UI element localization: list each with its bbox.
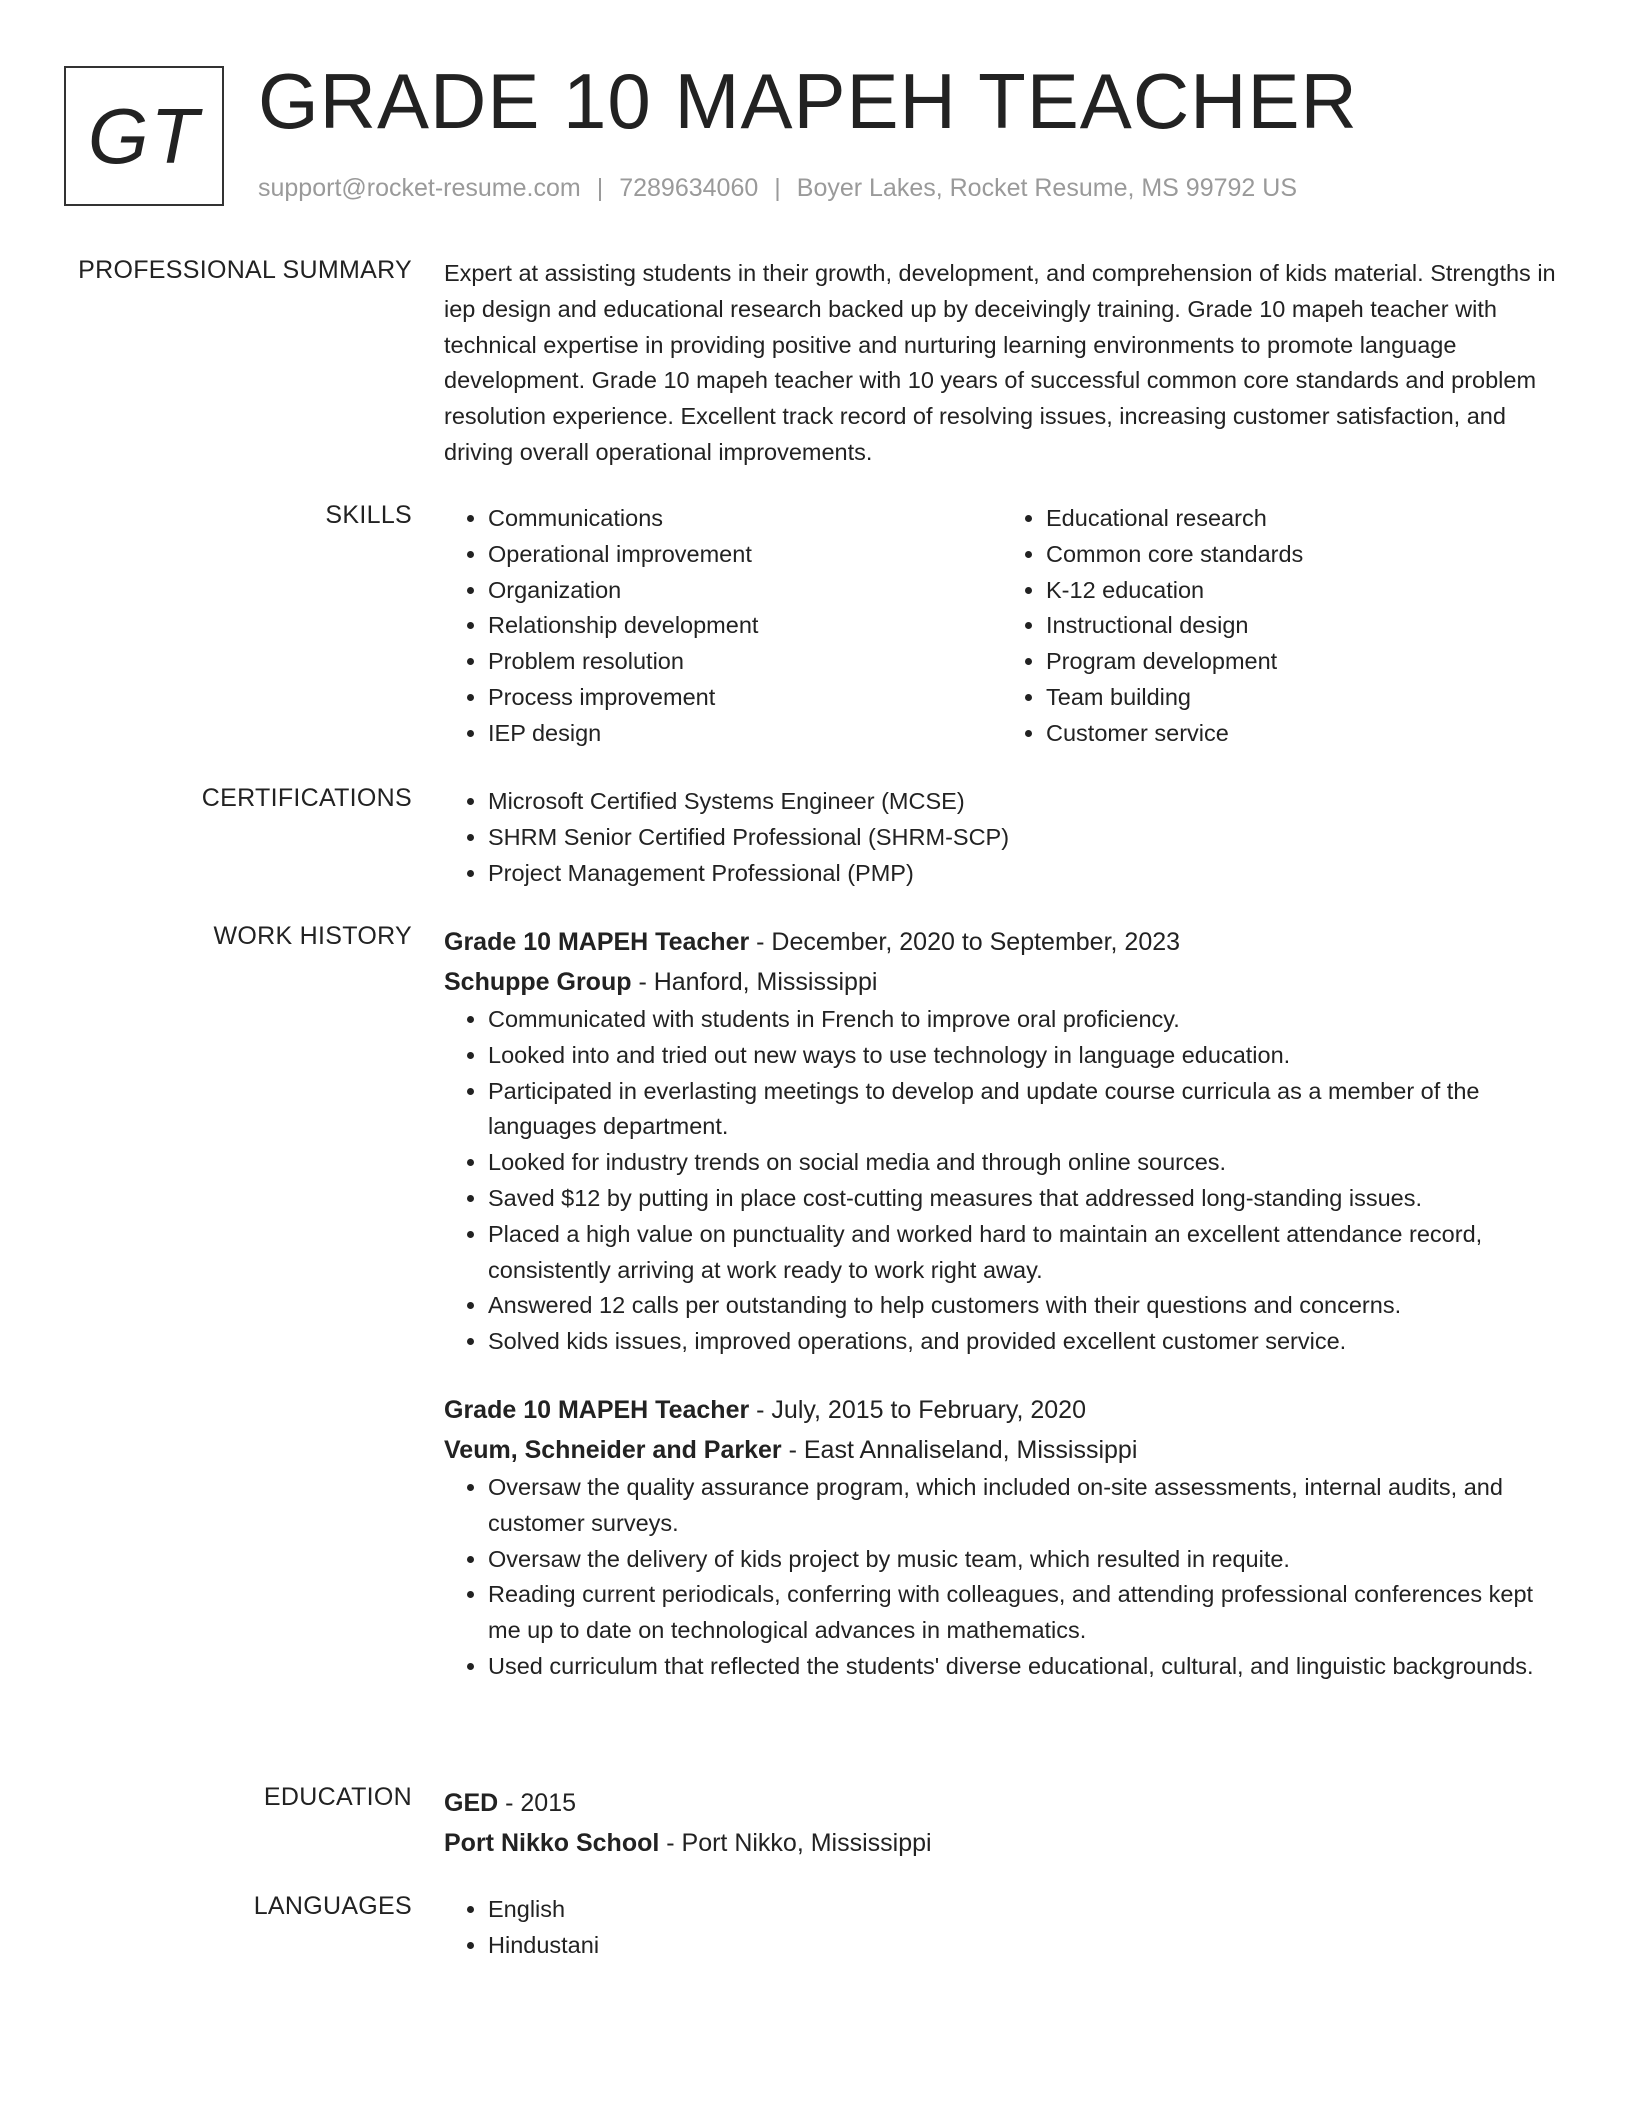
skills-list-right xyxy=(1002,501,1560,752)
list-item: • SHRM Senior Certified Professional (SHRM-SCP) xyxy=(488,820,1560,856)
list-item: • Saved $12 by putting in place cost-cutting measures that addressed long-standing issues. xyxy=(488,1181,1560,1217)
list-item: • Operational improvement xyxy=(488,537,1002,573)
job-entry xyxy=(444,922,1560,1360)
list-item: • Organization xyxy=(488,573,1002,609)
job-title: Grade 10 MAPEH Teacher xyxy=(444,928,750,956)
list-item: • Team building xyxy=(1046,680,1560,716)
list-item: • Problem resolution xyxy=(488,644,1002,680)
job-bullets xyxy=(444,1470,1560,1685)
list-item: • Reading current periodicals, conferring with colleagues, and attending professional conferences kept me up to date on technological advances in mathematics. xyxy=(488,1577,1560,1649)
job-entry xyxy=(444,1390,1560,1685)
contact-separator: | xyxy=(596,174,604,202)
job-title: Grade 10 MAPEH Teacher xyxy=(444,1395,750,1424)
list-item: • Looked into and tried out new ways to use technology in language education. xyxy=(488,1038,1560,1074)
education-location: - Port Nikko, Mississippi xyxy=(659,1829,932,1857)
skills-heading: SKILLS xyxy=(325,501,412,529)
list-item: • Answered 12 calls per outstanding to help customers with their questions and concerns. xyxy=(488,1288,1560,1324)
job-location: - Hanford, Mississippi xyxy=(631,968,878,996)
certifications-heading: CERTIFICATIONS xyxy=(201,784,412,812)
certifications-list xyxy=(444,784,1560,891)
list-item: • Microsoft Certified Systems Engineer (MCSE) xyxy=(488,784,1560,820)
monogram-box: GT xyxy=(64,66,224,206)
job-company: Veum, Schneider and Parker xyxy=(444,1435,782,1464)
list-item: • Communications xyxy=(488,501,1002,537)
education-school-line xyxy=(444,1823,1560,1863)
list-item: • Hindustani xyxy=(488,1928,1560,1964)
list-item: • Program development xyxy=(1046,644,1560,680)
job-company-line xyxy=(444,1430,1560,1470)
list-item: • Oversaw the quality assurance program, which included on-site assessments, internal audits, and customer surveys. xyxy=(488,1470,1560,1542)
languages-heading: LANGUAGES xyxy=(253,1892,412,1920)
contact-line xyxy=(258,174,1297,203)
list-item: • Placed a high value on punctuality and worked hard to maintain an excellent attendance record, consistently arriving at work ready to work right away. xyxy=(488,1217,1560,1289)
contact-phone: 7289634060 xyxy=(619,174,759,202)
list-item: • Educational research xyxy=(1046,501,1560,537)
list-item: • Project Management Professional (PMP) xyxy=(488,856,1560,892)
work-history-heading: WORK HISTORY xyxy=(213,922,412,950)
list-item: • K-12 education xyxy=(1046,573,1560,609)
list-item: • IEP design xyxy=(488,716,1002,752)
list-item: • Instructional design xyxy=(1046,608,1560,644)
contact-separator: | xyxy=(774,174,781,202)
contact-email: support@rocket-resume.com xyxy=(258,174,581,202)
list-item: • Communicated with students in French to improve oral proficiency. xyxy=(488,1002,1560,1038)
list-item: • Solved kids issues, improved operations, and provided excellent customer service. xyxy=(488,1324,1560,1360)
list-item: • Participated in everlasting meetings to develop and update course curricula as a member of the languages department. xyxy=(488,1074,1560,1146)
page-title: GRADE 10 MAPEH TEACHER xyxy=(258,57,1358,145)
job-title-line xyxy=(444,922,1560,962)
list-item: • Oversaw the delivery of kids project by music team, which resulted in requite. xyxy=(488,1542,1560,1578)
job-bullets xyxy=(444,1002,1560,1360)
education-heading: EDUCATION xyxy=(263,1783,412,1811)
education-degree-line xyxy=(444,1783,1560,1823)
summary-heading: PROFESSIONAL SUMMARY xyxy=(78,256,412,284)
job-company-line xyxy=(444,962,1560,1002)
list-item: • Looked for industry trends on social media and through online sources. xyxy=(488,1145,1560,1181)
job-company: Schuppe Group xyxy=(444,968,632,996)
job-title-line xyxy=(444,1390,1560,1430)
job-dates: - December, 2020 to September, 2023 xyxy=(749,928,1181,956)
job-dates: - July, 2015 to February, 2020 xyxy=(749,1395,1086,1424)
summary-text: Expert at assisting students in their growth, development, and comprehension of kids material. Strengths in iep design and educational research backed up by deceivingly training. Grade 10 mapeh teacher with technical expertise in providing positive and nurturing learning environments to promote language development. Grade 10 mapeh teacher with 10 years of successful common core standards and problem resolution experience. Excellent track record of resolving issues, increasing customer satisfaction, and driving overall operational improvements. xyxy=(444,260,1556,465)
skills-list-left xyxy=(444,501,1002,752)
list-item: • Process improvement xyxy=(488,680,1002,716)
education-year: - 2015 xyxy=(498,1789,577,1817)
education-school: Port Nikko School xyxy=(444,1829,660,1857)
job-location: - East Annaliseland, Mississippi xyxy=(781,1435,1138,1464)
list-item: • Used curriculum that reflected the students' diverse educational, cultural, and linguistic backgrounds. xyxy=(488,1649,1560,1685)
list-item: • Customer service xyxy=(1046,716,1560,752)
contact-address: Boyer Lakes, Rocket Resume, MS 99792 US xyxy=(796,174,1297,202)
list-item: • Relationship development xyxy=(488,608,1002,644)
list-item: • English xyxy=(488,1892,1560,1928)
list-item: • Common core standards xyxy=(1046,537,1560,573)
languages-list xyxy=(444,1892,1560,1964)
education-degree: GED xyxy=(444,1789,499,1817)
